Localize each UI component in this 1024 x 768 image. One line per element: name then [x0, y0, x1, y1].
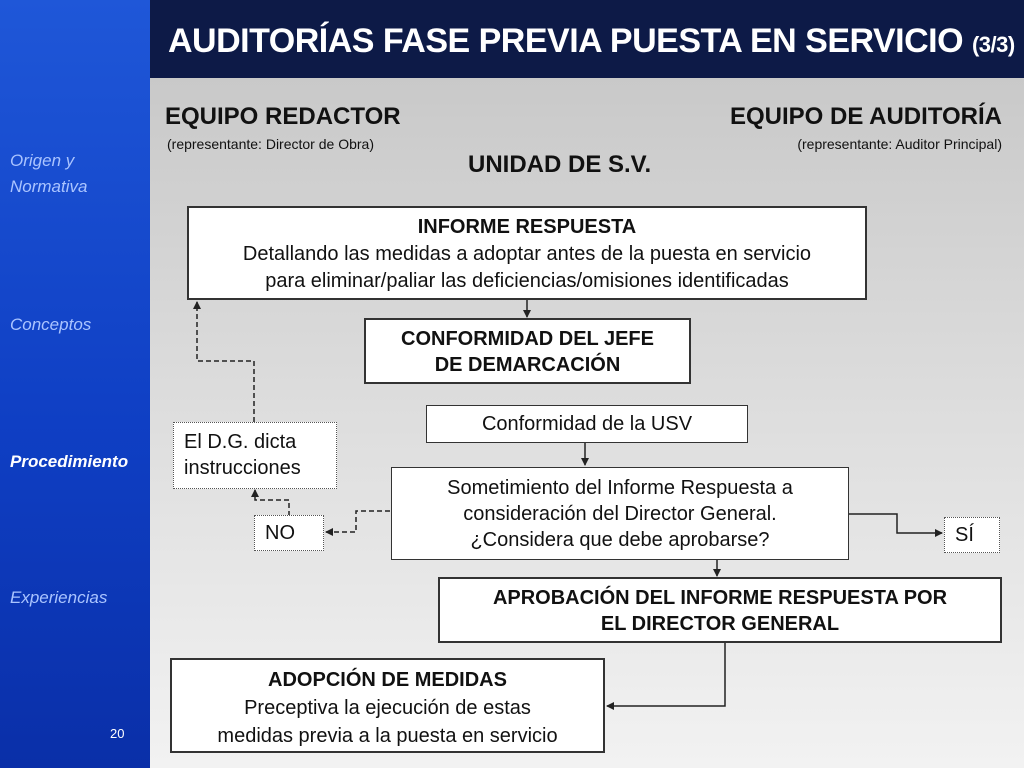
equipo-redactor-title: EQUIPO REDACTOR: [165, 103, 401, 130]
sometimiento-line1: Sometimiento del Informe Respuesta a: [447, 477, 793, 499]
conformidad-jefe-line2: DE DEMARCACIÓN: [434, 354, 621, 376]
arrow-aprobacion-to-adopcion: [607, 643, 725, 706]
informe-line1: Detallando las medidas a adoptar antes de la puesta en servicio: [242, 243, 812, 265]
sometimiento-line3: ¿Considera que debe aprobarse?: [470, 529, 770, 551]
title-bar: [150, 0, 1024, 78]
sidebar-item-label: Procedimiento: [10, 452, 129, 471]
sidebar-item-label: Experiencias: [10, 588, 108, 607]
informe-title: INFORME RESPUESTA: [417, 216, 637, 238]
sidebar-item-origen[interactable]: [10, 148, 87, 200]
arrow-dg-to-informe: [197, 302, 254, 422]
dg-line1: El D.G. dicta: [184, 431, 297, 453]
title-suffix: (3/3): [971, 32, 1015, 57]
sometimiento-line2: consideración del Director General.: [463, 503, 777, 525]
sidebar-item-procedimiento[interactable]: [10, 449, 128, 475]
informe-respuesta-box: [187, 206, 867, 300]
title-main: AUDITORÍAS FASE PREVIA PUESTA EN SERVICIO: [168, 22, 964, 60]
aprobacion-line1: APROBACIÓN DEL INFORME RESPUESTA POR: [492, 587, 948, 609]
adopcion-box: [170, 658, 605, 753]
arrow-no-to-dg: [255, 490, 289, 516]
arrow-to-no: [326, 511, 390, 532]
sidebar: [0, 0, 150, 768]
aprobacion-box: [438, 577, 1002, 643]
informe-line2: para eliminar/paliar las deficiencias/omisiones identificadas: [265, 270, 789, 292]
adopcion-line1: Preceptiva la ejecución de estas: [244, 697, 531, 719]
aprobacion-line2: EL DIRECTOR GENERAL: [600, 613, 840, 635]
conformidad-jefe-box: [364, 318, 691, 384]
slide-number: 20: [110, 726, 125, 741]
slide-content: [150, 78, 1024, 768]
sidebar-item-experiencias[interactable]: [10, 585, 107, 611]
unidad-sv-title: UNIDAD DE S.V.: [468, 151, 652, 178]
equipo-redactor-subtitle: (representante: Director de Obra): [167, 136, 374, 152]
sidebar-item-label: Origen y: [10, 151, 75, 170]
sidebar-item-label: Conceptos: [10, 315, 92, 334]
si-text: SÍ: [955, 524, 974, 546]
equipo-auditoria-title: EQUIPO DE AUDITORÍA: [729, 103, 1002, 130]
page-title: [168, 22, 1015, 61]
sidebar-item-conceptos[interactable]: [10, 312, 91, 338]
conformidad-usv-text: Conformidad de la USV: [481, 413, 693, 435]
equipo-auditoria-subtitle: (representante: Auditor Principal): [797, 136, 1002, 152]
arrow-to-si: [849, 514, 942, 533]
dg-instrucciones-box: [173, 422, 337, 489]
sometimiento-box: [391, 467, 849, 560]
adopcion-title: ADOPCIÓN DE MEDIDAS: [268, 669, 507, 691]
conformidad-jefe-line1: CONFORMIDAD DEL JEFE: [401, 328, 654, 350]
dg-line2: instrucciones: [184, 457, 301, 479]
si-box: [944, 517, 1000, 553]
sidebar-item-label: Normativa: [10, 177, 88, 196]
conformidad-usv-box: [426, 405, 748, 443]
no-text: NO: [265, 522, 295, 544]
adopcion-line2: medidas previa a la puesta en servicio: [217, 725, 558, 747]
no-box: [254, 515, 324, 551]
